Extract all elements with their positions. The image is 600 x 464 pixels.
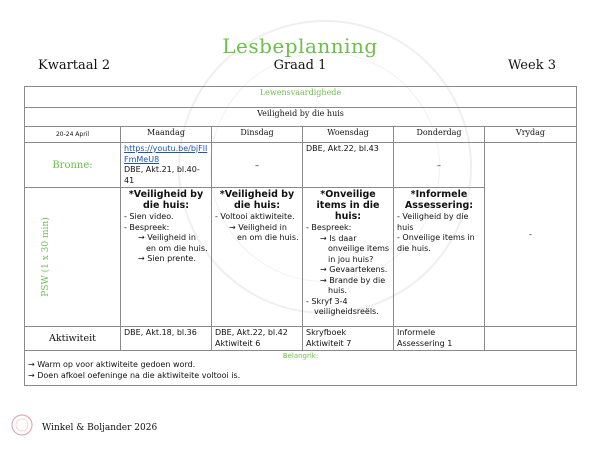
- lesson-line: - Bespreek:: [124, 222, 170, 232]
- activity-line: Skryfboek: [306, 328, 347, 337]
- lesson-line: - Bespreek:: [306, 223, 352, 232]
- lesson-line: → Brande by die huis.: [320, 275, 386, 295]
- activity-line: DBE, Akt.22, bl.42: [215, 328, 288, 337]
- resources-monday: [121, 143, 212, 188]
- lesson-line: → Veiligheid in en om die huis.: [138, 233, 208, 253]
- activity-thursday: [394, 327, 485, 351]
- activity-line: Aktiwiteit 7: [306, 338, 352, 348]
- subject-heading: Lewensvaardighede: [25, 87, 577, 108]
- psw-wednesday: [303, 188, 394, 327]
- lesson-title: *Onveilige items in die huis:: [316, 189, 380, 222]
- day-header-monday: Maandag: [121, 127, 212, 143]
- psw-friday: -: [485, 143, 577, 327]
- resources-thursday: –: [394, 143, 485, 188]
- notes-cell: [25, 351, 577, 386]
- activity-friday: [485, 327, 577, 351]
- day-header-tuesday: Dinsdag: [212, 127, 303, 143]
- note-line: → Doen afkoel oefeninge na die aktiwiteite voltooi is.: [28, 370, 241, 380]
- lesson-line: - Veiligheid by die huis: [397, 212, 469, 232]
- week-label: Week 3: [508, 58, 556, 73]
- activity-monday: DBE, Akt.18, bl.36: [121, 327, 212, 351]
- lesson-title: *Veiligheid by die huis:: [219, 189, 295, 211]
- video-link[interactable]: https://youtu.be/bjFlIFmMeU8: [124, 144, 208, 164]
- lesson-line: → Is daar onveilige items in jou huis?: [320, 233, 390, 264]
- lesson-line: → Sien prente.: [138, 254, 196, 263]
- note-line: → Warm op voor aktiwiteite gedoen word.: [28, 360, 196, 369]
- day-header-wednesday: Woensdag: [303, 127, 394, 143]
- lesson-line: - Skryf 3-4 veiligheidsreëls.: [306, 296, 379, 316]
- term-label: Kwartaal 2: [38, 58, 111, 73]
- psw-thursday: [394, 188, 485, 327]
- lesson-plan-table: [24, 86, 577, 386]
- grade-label: Graad 1: [273, 58, 327, 73]
- lesson-title: *Veiligheid by die huis:: [128, 189, 204, 211]
- psw-sublabel: (1 x 30 min): [41, 217, 51, 273]
- brand-logo-icon: [10, 413, 34, 437]
- psw-tuesday: [212, 188, 303, 327]
- psw-monday: [121, 188, 212, 327]
- resources-wednesday: DBE, Akt.22, bl.43: [303, 143, 394, 188]
- lesson-line: → Veiligheid in en om die huis.: [229, 222, 299, 242]
- footer-credit: Winkel & Boljander 2026: [42, 423, 158, 433]
- resources-monday-text: DBE, Akt.21, bl.40-41: [124, 165, 200, 185]
- day-header-thursday: Donderdag: [394, 127, 485, 143]
- lesson-line: - Voltooi aktiwiteite.: [215, 212, 295, 221]
- activity-line: Assessering 1: [397, 338, 453, 348]
- activity-tuesday: [212, 327, 303, 351]
- topic-heading: Veiligheid by die huis: [25, 108, 577, 127]
- page-title: Lesbeplanning: [222, 34, 378, 58]
- lesson-line: - Onveilige items in die huis.: [397, 233, 475, 253]
- psw-label: PSW: [41, 275, 51, 297]
- activity-wednesday: [303, 327, 394, 351]
- psw-label-cell: [25, 188, 121, 327]
- resources-label: Bronne:: [25, 143, 121, 188]
- lesson-title: *Informele Assessering:: [404, 189, 474, 211]
- date-range: 20-24 April: [25, 127, 121, 143]
- activity-line: Aktiwiteit 6: [215, 338, 261, 348]
- lesson-line: - Sien video.: [124, 212, 174, 221]
- notes-heading: Belangrik:: [282, 352, 319, 360]
- lesson-line: → Gevaartekens.: [320, 265, 388, 274]
- resources-tuesday: –: [212, 143, 303, 188]
- activity-label: Aktiwiteit: [25, 327, 121, 351]
- activity-line: Informele: [397, 328, 436, 337]
- day-header-friday: Vrydag: [485, 127, 577, 143]
